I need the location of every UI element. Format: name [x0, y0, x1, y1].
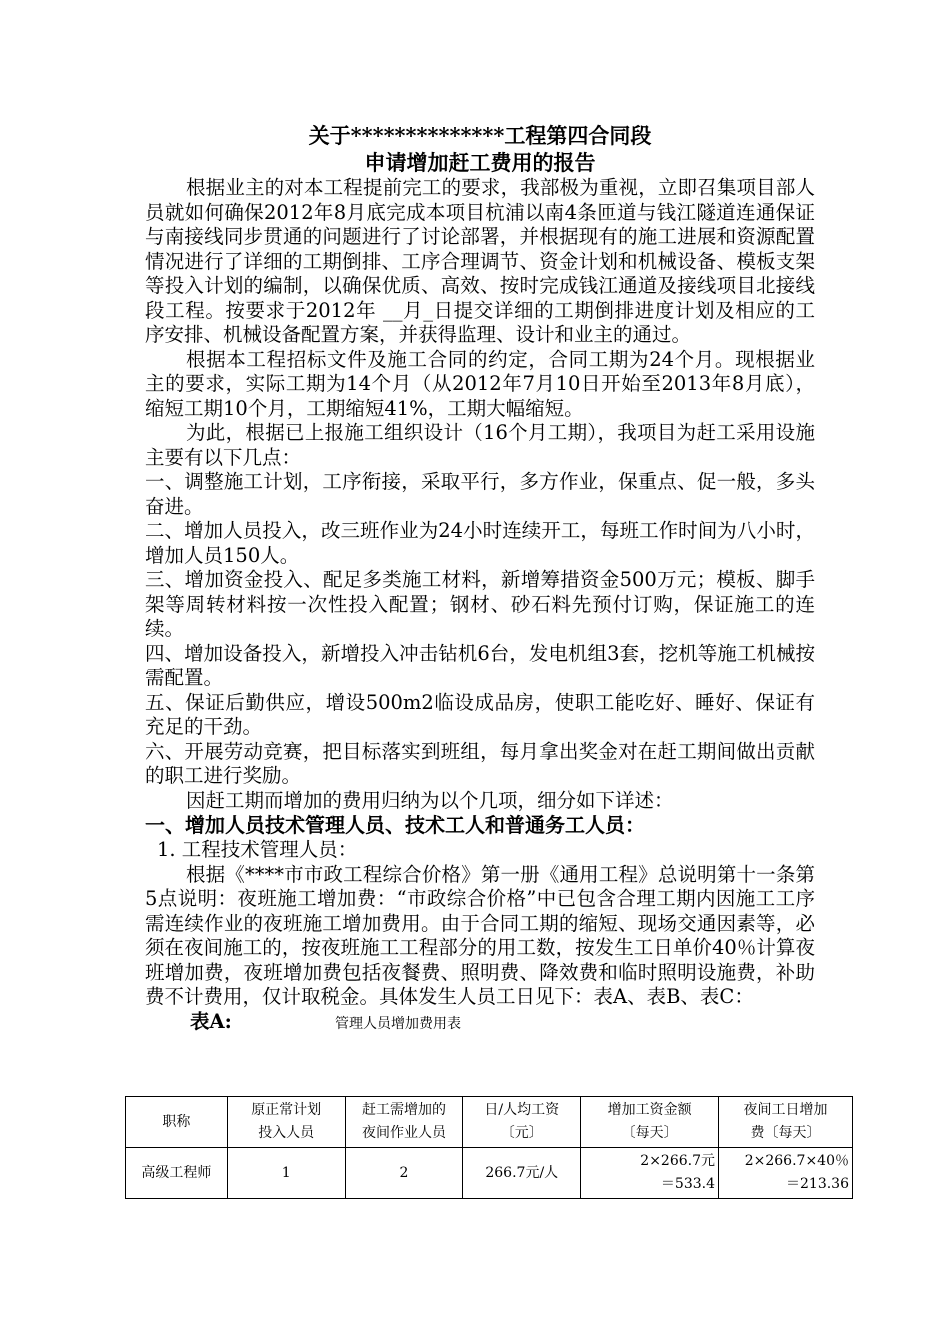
table-caption	[145, 1010, 815, 1034]
header-cell: 日/人均工资 〔元〕	[463, 1097, 581, 1148]
measure-item: 一、调整施工计划，工序衔接，采取平行，多方作业，保重点、促一般，多头奋进。	[145, 470, 815, 518]
paragraph-schedule: 根据本工程招标文件及施工合同的约定，合同工期为24个月。现根据业主的要求，实际工期为14个月（从2012年7月10日开始至2013年8月底），缩短工期10个月，工期缩短41%，工期大幅缩短。	[145, 347, 815, 420]
cell-added: 2	[345, 1148, 463, 1199]
cell-extra-wage: 2×266.7元 ＝533.4	[581, 1148, 719, 1199]
measure-item: 二、增加人员投入，改三班作业为24小时连续开工，每班工作时间为八小时，增加人员150人。	[145, 519, 815, 567]
cell-planned: 1	[227, 1148, 345, 1199]
header-cell: 职称	[126, 1097, 228, 1148]
paragraph-summary: 因赶工期而增加的费用归纳为以个几项，细分如下详述：	[186, 788, 674, 812]
header-cell: 赶工需增加的 夜间作业人员	[345, 1097, 463, 1148]
subsection-heading: 1. 工程技术管理人员：	[157, 838, 358, 861]
measure-item: 四、增加设备投入，新增投入冲击钻机6台，发电机组3套，挖机等施工机械按需配置。	[145, 641, 815, 689]
table-row	[126, 1148, 853, 1199]
cost-table	[125, 1096, 853, 1199]
cell-night-fee: 2×266.7×40％ ＝213.36	[719, 1148, 853, 1199]
report-title-line2: 申请增加赶工费用的报告	[364, 150, 596, 175]
table-header-row	[126, 1097, 853, 1148]
cell-wage: 266.7元/人	[463, 1148, 581, 1199]
paragraph-intro: 根据业主的对本工程提前完工的要求，我部极为重视，立即召集项目部人员就如何确保2012年8月底完成本项目杭浦以南4条匝道与钱江隧道连通保证与南接线同步贯通的问题进行了讨论部署，并根据现有的施工进展和资源配置情况进行了详细的工期倒排、工序合理调节、资金计划和机械设备、模板支架等投入计划的编制，以确保优质、高效、按时完成钱江通道及接线项目北接线段工程。按要求于2012年 __月_日提交详细的工期倒排进度计划及相应的工序安排、机械设备配置方案，并获得监理、设计和业主的通过。	[145, 176, 815, 346]
measure-item: 五、保证后勤供应，增设500m2临设成品房，使职工能吃好、睡好、保证有充足的干劲。	[145, 690, 815, 738]
document-page	[145, 122, 815, 1034]
paragraph-night-fee: 根据《****市市政工程综合价格》第一册《通用工程》总说明第十一条第5点说明：夜班施工增加费：“市政综合价格”中已包含合理工期内因施工工序需连续作业的夜班施工增加费用。由于合同工期的缩短、现场交通因素等，必须在夜间施工的，按夜班施工工程部分的用工数，按发生工日单价40％计算夜班增加费，夜班增加费包括夜餐费、照明费、降效费和临时照明设施费，补助费不计费用，仅计取税金。具体发生人员工日见下：表A、表B、表C：	[145, 862, 815, 1008]
report-title-line1: 关于**************工程第四合同段	[308, 123, 652, 148]
cell-title: 高级工程师	[126, 1148, 228, 1199]
section-heading: 一、增加人员技术管理人员、技术工人和普通务工人员：	[145, 813, 645, 837]
header-cell: 增加工资金额 〔每天〕	[581, 1097, 719, 1148]
header-cell: 原正常计划 投入人员	[227, 1097, 345, 1148]
table-name: 管理人员增加费用表	[335, 1015, 461, 1032]
measure-item: 三、增加资金投入、配足多类施工材料，新增筹措资金500万元；模板、脚手架等周转材料按一次性投入配置；钢材、砂石料先预付订购，保证施工的连续。	[145, 568, 815, 640]
table-label: 表A:	[190, 1009, 232, 1033]
measure-item: 六、开展劳动竞赛，把目标落实到班组，每月拿出奖金对在赶工期间做出贡献的职工进行奖励。	[145, 739, 815, 787]
paragraph-measures-intro: 为此，根据已上报施工组织设计（16个月工期），我项目为赶工采用设施主要有以下几点：	[145, 421, 815, 469]
header-cell: 夜间工日增加 费〔每天〕	[719, 1097, 853, 1148]
